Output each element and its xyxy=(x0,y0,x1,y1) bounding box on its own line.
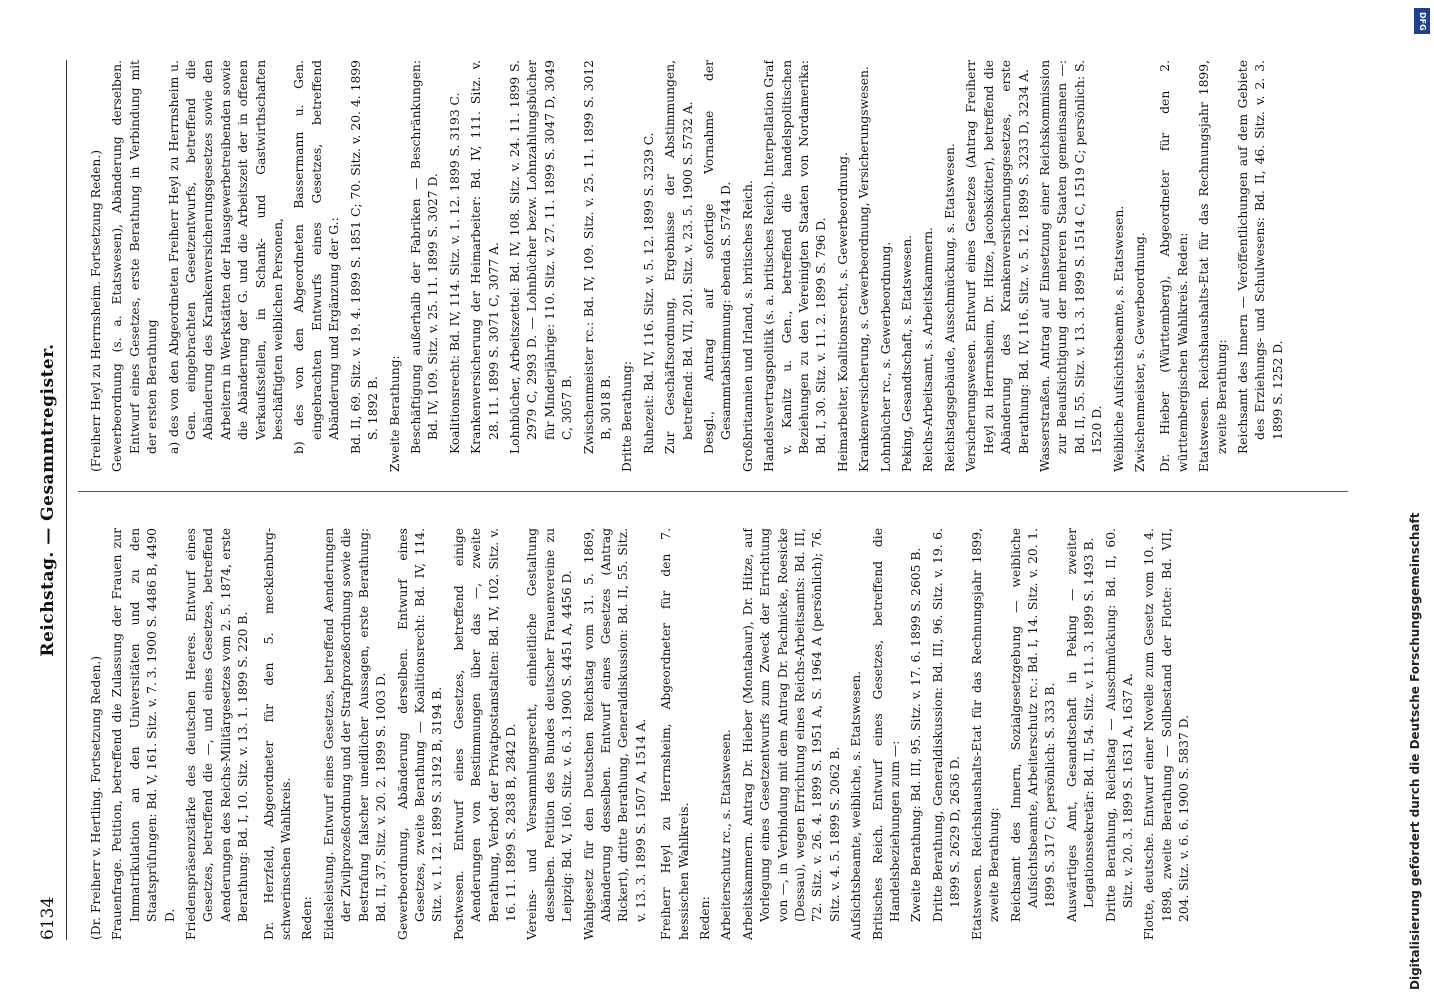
index-entry: Peking, Gesandtschaft, s. Etatswesen. xyxy=(900,234,915,472)
index-entry: Dritte Berathung, Generaldiskussion: Bd. III, 96. Sitz. v. 19. 6. 1899 S. 2629 D, 2636 D. xyxy=(930,528,963,922)
index-entry: Zur Geschäftsordnung, Ergebnisse der Abstimmungen, betreffend: Bd. VII, 201. Sitz. v. 23. 5. 1900 S. 5732 A. xyxy=(663,60,695,454)
index-entry: Reichs-Arbeitsamt, s. Arbeitskammern. xyxy=(921,227,936,472)
index-entry: Eidesleistung. Entwurf eines Gesetzes, betreffend Aenderungen der Zivilprozeßordnung und der Strafprozeßordnung sowie die Bestrafung falscher uneidlicher Aussagen, erste Berathung: Bd. II, 37. Sitz. v. 20. 2. 1899 S. 1003 D. xyxy=(321,528,389,940)
index-entry: Heimarbeiter, Koalitionsrecht, s. Gewerbeordnung. xyxy=(835,152,850,472)
index-entry: Postwesen. Entwurf eines Gesetzes, betreffend einige Aenderungen von Bestimmungen über das —, zweite Berathung, Verbot der Privatpostanstalten: Bd. IV, 102. Sitz. v. 16. 11. 1899 S. 2838 B, 2842 D. xyxy=(451,528,518,940)
left-column xyxy=(80,528,1340,940)
index-entry: Zweite Berathung: Bd. III, 95. Sitz. v. 17. 6. 1899 S. 2605 B. xyxy=(909,547,924,922)
index-entry: Zwischenmeister, s. Gewerbeordnung. xyxy=(1132,232,1147,472)
index-entry: Wahlgesetz für den Deutschen Reichstag vom 31. 5. 1869, Abänderung desselben. Entwurf eines Gesetzes (Antrag Rickert), dritte Berathung, Generaldiskussion: Bd. II, 55. Sitz. v. 13. 3. 1899 S. 1507 A, 1514 A. xyxy=(581,528,648,940)
index-entry: Arbeiterschutz rc., s. Etatswesen. xyxy=(719,729,734,940)
index-entry: b) des von den Abgeordneten Bassermann u. Gen. eingebrachten Entwurfs eines Gesetzes, betreffend Abänderung und Ergänzung der G.: xyxy=(292,60,342,454)
index-entry: Krankenversicherung, s. Gewerbeordnung, Versicherungswesen. xyxy=(857,66,872,472)
index-entry: Koalitionsrecht: Bd. IV, 114. Sitz. v. 1. 12. 1899 S. 3193 C. xyxy=(447,92,462,454)
index-entry: Dr. Herzfeld, Abgeordneter für den 5. mecklenburg-schwerinschen Wahlkreis. xyxy=(261,528,294,940)
index-entry: Arbeitskammern. Antrag Dr. Hieber (Montabaur), Dr. Hitze, auf Vorlegung eines Gesetzentwurfs zum Zweck der Errichtung von —, in Verbindung mit dem Antrag Dr. Pachnicke, Roesicke (Dessau), wegen Errichtung eines Reichs-Arbeitsamts: Bd. III, 72. Sitz. v. 26. 4. 1899 S. 1951 A, S. 1964 A (persönlich); 76. Sitz. v. 4. 5. 1899 S. 2062 B. xyxy=(740,528,842,940)
header-rule xyxy=(66,60,67,940)
index-entry: Reichstagsgebäude, Ausschmückung, s. Etatswesen. xyxy=(942,143,957,472)
index-entry: Aufsichtsbeamte, weibliche, s. Etatswesen. xyxy=(849,670,864,940)
index-entry: Flotte, deutsche. Entwurf einer Novelle zum Gesetz vom 10. 4. 1898, zweite Berathung — Sollbestand der Flotte: Bd. VII, 204. Sitz. v. 6. 6. 1900 S. 5837 D. xyxy=(1142,528,1192,940)
page-number: 6134 xyxy=(38,896,58,940)
index-entry: Gewerbeordnung, Abänderung derselben. Entwurf eines Gesetzes, zweite Berathung — Koalitionsrecht: Bd. IV, 114. Sitz. v. 1. 12. 1899 S. 3192 B, 3194 B. xyxy=(395,528,445,940)
index-entry: Reichsamt des Innern, Sozialgesetzgebung — weibliche Aufsichtsbeamte, Arbeiterschutz rc.: Bd. I, 14. Sitz. v. 20. 1. 1899 S. 317 C; persönlich: S. 333 B. xyxy=(1008,528,1058,922)
index-entry: Vereins- und Versammlungsrecht, einheitliche Gestaltung desselben. Petition des Bundes deutscher Frauenvereine zu Leipzig: Bd. V, 160. Sitz. v. 6. 3. 1900 S. 4451 A, 4456 D. xyxy=(525,528,575,940)
index-entry: (Dr. Freiherr v. Hertling. Fortsetzung Reden.) xyxy=(89,655,103,940)
index-entry: Etatswesen. Reichshaushalts-Etat für das Rechnungsjahr 1899, zweite Berathung: xyxy=(1197,60,1229,472)
index-entry: Frauenfrage. Petition, betreffend die Zulassung der Frauen zur Immatrikulation an den Universitäten und zu den Staatsprüfungen: Bd. V, 161. Sitz. v. 7. 3. 1900 S. 4486 B, 4490 D. xyxy=(110,528,177,940)
index-entry: Friedenspräsenzstärke des deutschen Heeres. Entwurf eines Gesetzes, betreffend die —, und eines Gesetzes, betreffend Aenderungen des Reichs-Militärgesetzes vom 2. 5. 1874, erste Berathung: Bd. I, 10. Sitz. v. 13. 1. 1899 S. 220 B. xyxy=(184,528,251,940)
index-entry: Beschäftigung außerhalb der Fabriken — Beschränkungen: Bd. IV, 109. Sitz. v. 25. 11. 1899 S. 3027 D. xyxy=(408,60,441,454)
index-entry: Freiherr Heyl zu Herrnsheim, Abgeordneter für den 7. hessischen Wahlkreis. xyxy=(659,528,691,940)
index-entry: Reden: xyxy=(300,896,315,940)
index-entry: Krankenversicherung der Heimarbeiter: Bd. IV, 111. Sitz. v. 28. 11. 1899 S. 3071 C, 3077 A. xyxy=(469,60,501,454)
index-entry: Zwischenmeister rc.: Bd. IV, 109. Sitz. v. 25. 11. 1899 S. 3012 B, 3018 B. xyxy=(581,60,613,454)
index-entry: Großbritannien und Irland, s. britisches Reich. xyxy=(740,180,755,472)
column-divider xyxy=(78,491,1348,492)
running-title: Reichstag. — Gesammtregister. xyxy=(38,343,58,657)
index-entry: Versicherungswesen. Entwurf eines Gesetzes (Antrag Freiherr Heyl zu Herrnsheim, Dr. Hitze, Jacobskötter), betreffend die Abänderung des Krankenversicherungsgesetzes, erste Berathung: Bd. IV, 116. Sitz. v. 5. 12. 1899 S. 3233 D, 3234 A. xyxy=(964,60,1031,472)
index-entry: Reden: xyxy=(698,896,712,940)
index-entry: Wasserstraßen. Antrag auf Einsetzung einer Reichskommission zur Beaufsichtigung der mehreren Staaten gemeinsamen —: Bd. II, 55. Sitz. v. 13. 3. 1899 S. 1514 C, 1519 C; persönlich: S. 1520 D. xyxy=(1037,60,1105,472)
index-entry: Weibliche Aufsichtsbeamte, s. Etatswesen. xyxy=(1111,205,1126,472)
index-entry: Britisches Reich. Entwurf eines Gesetzes, betreffend die Handelsbeziehungen zum —: xyxy=(870,528,903,940)
index-entry: Ruhezeit: Bd. IV, 116. Sitz. v. 5. 12. 1899 S. 3239 C. xyxy=(641,132,656,454)
page-header xyxy=(38,60,68,940)
index-entry: Zweite Berathung: xyxy=(387,355,402,472)
credit-text: Digitalisierung gefördert durch die Deutsche Forschungsgemeinschaft xyxy=(1408,512,1422,990)
index-entry: Bd. II, 69. Sitz. v. 19. 4. 1899 S. 1851 C; 70. Sitz. v. 20. 4. 1899 S. 1892 B. xyxy=(348,60,381,454)
digitization-credit xyxy=(1404,10,1426,990)
index-entry: Dr. Hieber (Württemberg), Abgeordneter für den 2. württembergischen Wahlkreis. Reden: xyxy=(1158,60,1190,472)
right-column xyxy=(80,60,1340,472)
index-entry: Etatswesen. Reichshaushalts-Etat für das Rechnungsjahr 1899, zweite Berathung: xyxy=(969,528,1002,940)
index-entry: Handelsvertragspolitik (s. a. britisches Reich). Interpellation Graf v. Kanitz u. Gen., betreffend die handelspolitischen Beziehungen zu den Vereinigten Staaten von Nordamerika: Bd. I, 30. Sitz. v. 11. 2. 1899 S. 796 D. xyxy=(762,60,829,472)
index-entry: Gewerbeordnung (s. a. Etatswesen), Abänderung derselben. Entwurf eines Gesetzes, erste Berathung in Verbindung mit der ersten Berathung xyxy=(110,60,160,472)
index-entry: Desgl., Antrag auf sofortige Vornahme der Gesammtabstimmung: ebenda S. 5744 D. xyxy=(702,60,734,454)
index-entry: Dritte Berathung: xyxy=(620,361,635,472)
index-entry: Lohnbücher rc., s. Gewerbeordnung. xyxy=(878,241,893,472)
dfg-logo: DFG xyxy=(1414,8,1430,34)
index-entry: (Freiherr Heyl zu Herrnsheim. Fortsetzung Reden.) xyxy=(89,150,103,472)
index-entry: a) des von den Abgeordneten Freiherr Heyl zu Herrnsheim u. Gen. eingebrachten Gesetzentwurfs, betreffend die Abänderung des Krankenversicherungsgesetzes sowie den Arbeitern in Werkstätten der Hausgewerbetreibenden sowie die Abänderung der G. und die Arbeitszeit der in offenen Verkaufsstellen, in Schank- und Gastwirthschaften beschäftigten weiblichen Personen, xyxy=(166,60,286,454)
index-entry: Lohnbücher, Arbeitszettel: Bd. IV, 108. Sitz. v. 24. 11. 1899 S. 2979 C, 2993 D. — Lohnbücher bezw. Lohnzahlungsbücher für Minderjährige: 110. Sitz. v. 27. 11. 1899 S. 3047 D, 3049 C, 3057 B. xyxy=(507,60,575,454)
index-entry: Dritte Berathung, Reichstag — Ausschmückung: Bd. II, 60. Sitz. v. 20. 3. 1899 S. 1631 A, 1637 A. xyxy=(1103,528,1135,922)
index-entry: Reichsamt des Innern — Veröffentlichungen auf dem Gebiete des Erziehungs- und Schulwesens: Bd. II, 46. Sitz. v. 2. 3. 1899 S. 1252 D. xyxy=(1235,60,1285,454)
index-entry: Auswärtiges Amt, Gesandtschaft in Peking — zweiter Legationssekretär: Bd. II, 54. Sitz. v. 11. 3. 1899 S. 1493 B. xyxy=(1064,528,1097,922)
